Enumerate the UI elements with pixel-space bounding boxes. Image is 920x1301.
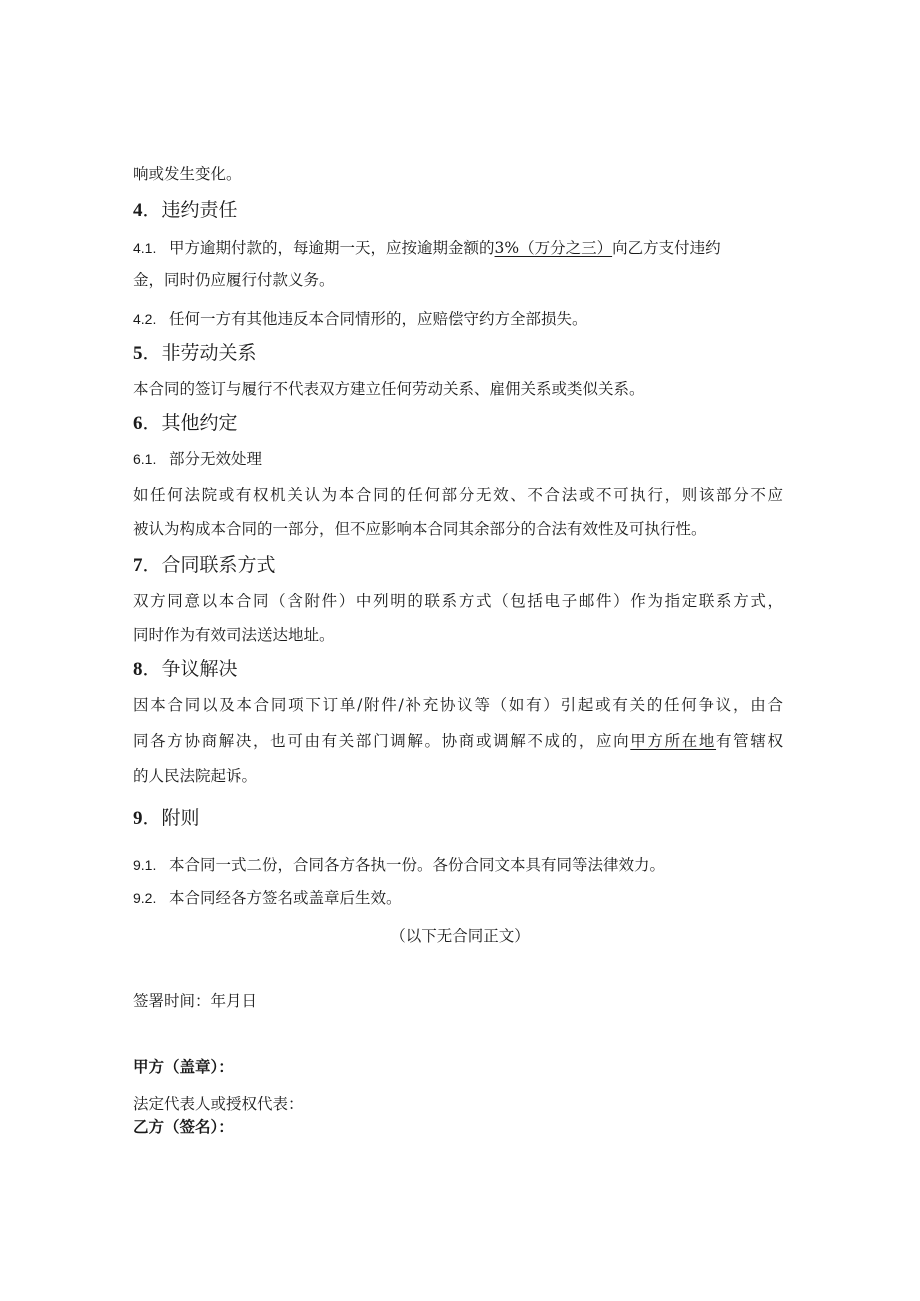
party-a-seal: 甲方（盖章）： [133,1058,234,1076]
clause-4-2 [133,309,588,329]
section-dot: ． [142,808,162,829]
section-title: 违约责任 [161,199,238,221]
clause-4-1 [133,238,721,258]
clause-4-1-cont: 金，同时仍应履行付款义务。 [133,271,335,289]
section-title: 争议解决 [161,658,238,680]
clause-number: 4.2. [133,311,157,327]
section-6-body-line2: 被认为构成本合同的一部分，但不应影响本合同其余部分的合法有效性及可执行性。 [133,520,707,538]
section-5-body: 本合同的签订与履行不代表双方建立任何劳动关系、雇佣关系或类似关系。 [133,380,645,398]
clause-9-1 [133,855,665,875]
section-number: 7 [133,555,143,576]
legal-representative: 法定代表人或授权代表： [133,1095,304,1113]
end-of-text-note: （以下无合同正文） [390,927,530,945]
section-title: 附则 [161,807,200,829]
section-title: 其他约定 [161,412,238,434]
section-5-heading [133,341,257,366]
clause-text: 有管辖权 [716,732,783,750]
section-number: 5 [133,343,143,364]
section-8-body-line1: 因本合同以及本合同项下订单/附件/补充协议等（如有）引起或有关的任何争议，由合 [133,696,783,714]
clause-text: 本合同经各方签名或盖章后生效。 [169,889,402,907]
section-dot: ． [142,659,162,680]
section-8-body-line2 [133,731,783,751]
section-dot: ． [142,413,162,434]
penalty-rate: 3%（万分之三） [494,239,613,257]
section-7-body-line1: 双方同意以本合同（含附件）中列明的联系方式（包括电子邮件）作为指定联系方式， [133,592,783,610]
party-b-signature: 乙方（签名）： [133,1118,234,1136]
section-number: 4 [133,200,143,221]
clause-text: 甲方逾期付款的，每逾期一天，应按逾期金额的 [169,239,495,257]
clause-number: 9.2. [133,890,157,906]
section-number: 8 [133,659,143,680]
section-8-body-line3: 的人民法院起诉。 [133,767,258,785]
clause-number: 6.1. [133,451,157,467]
section-6-heading [133,411,238,436]
section-8-heading [133,657,238,682]
section-dot: ． [142,200,162,221]
section-4-heading [133,198,238,223]
clause-text: 任何一方有其他违反本合同情形的，应赔偿守约方全部损失。 [169,310,588,328]
clause-6-1 [133,449,262,469]
section-title: 合同联系方式 [161,554,276,576]
clause-number: 4.1. [133,240,157,256]
intro-tail: 响或发生变化。 [133,165,242,183]
section-number: 6 [133,413,143,434]
jurisdiction-place: 甲方所在地 [630,732,717,750]
clause-text: 部分无效处理 [169,450,263,468]
clause-text: 同各方协商解决，也可由有关部门调解。协商或调解不成的，应向 [133,732,631,750]
section-title: 非劳动关系 [161,342,257,364]
clause-text: 向乙方支付违约 [612,239,721,257]
section-7-body-line2: 同时作为有效司法送达地址。 [133,626,335,644]
section-7-heading [133,553,276,578]
signing-date: 签署时间：年月日 [133,992,258,1010]
section-9-heading [133,806,200,831]
section-6-body-line1: 如任何法院或有权机关认为本合同的任何部分无效、不合法或不可执行，则该部分不应 [133,486,783,504]
section-dot: ． [142,343,162,364]
clause-number: 9.1. [133,857,157,873]
section-dot: ． [142,555,162,576]
clause-9-2 [133,888,402,908]
clause-text: 本合同一式二份，合同各方各执一份。各份合同文本具有同等法律效力。 [169,856,666,874]
section-number: 9 [133,808,143,829]
